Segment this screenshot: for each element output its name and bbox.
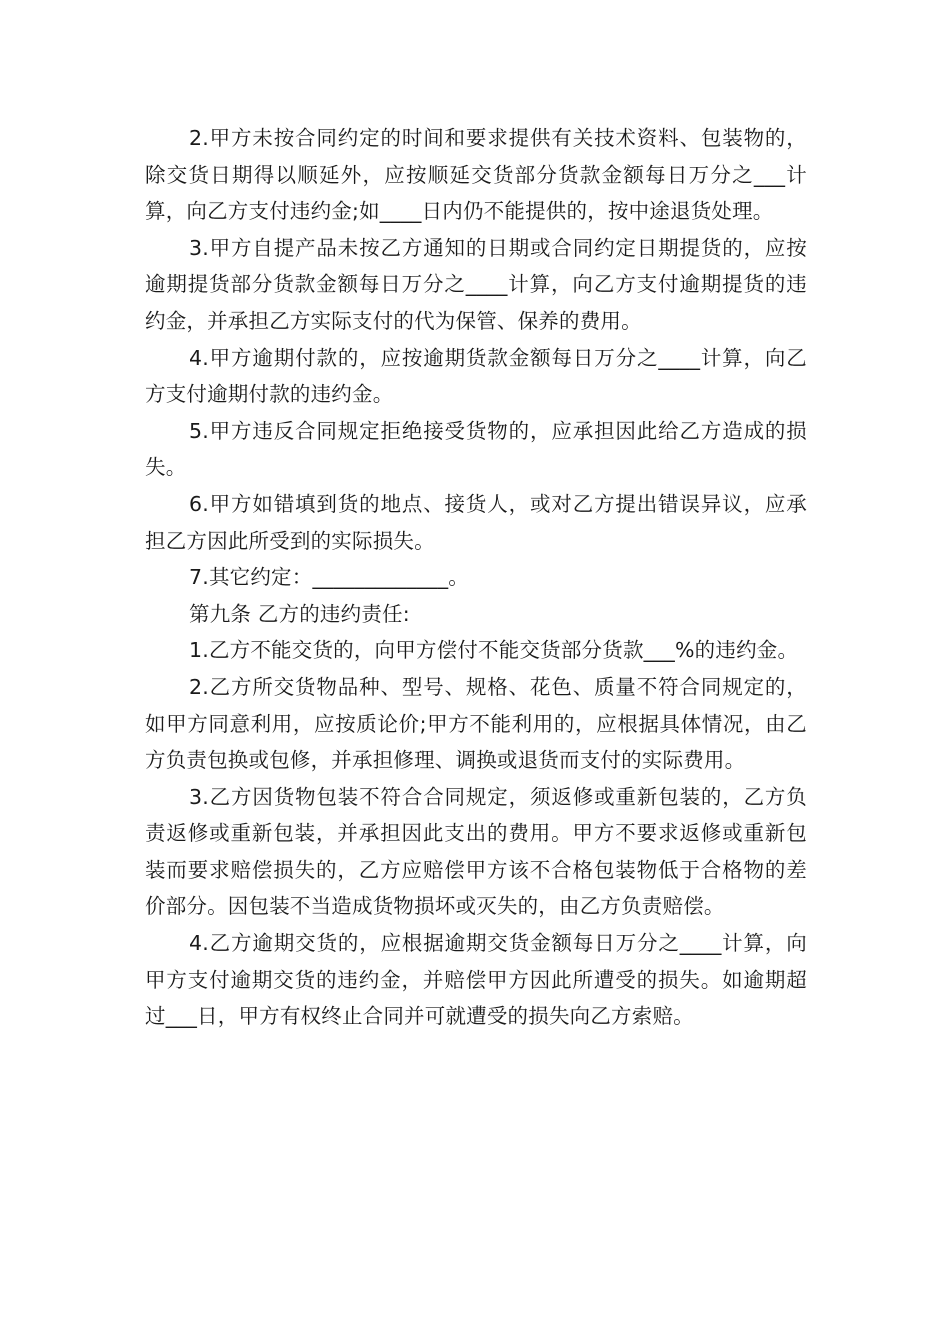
clause-paragraph: 5.甲方违反合同规定拒绝接受货物的，应承担因此给乙方造成的损失。 [145,418,807,480]
clause-paragraph: 4.甲方逾期付款的，应按逾期货款金额每日万分之____计算，向乙方支付逾期付款的违约金。 [145,345,807,407]
clause-paragraph: 4.乙方逾期交货的，应根据逾期交货金额每日万分之____计算，向甲方支付逾期交货的违约金，并赔偿甲方因此所遭受的损失。如逾期超过___日，甲方有权终止合同并可就遭受的损失向乙方索赔。 [145,931,807,1029]
article-heading: 第九条 乙方的违约责任: [189,601,410,626]
clause-paragraph: 3.乙方因货物包装不符合合同规定，须返修或重新包装的，乙方负责返修或重新包装，并承担因此支出的费用。甲方不要求返修或重新包装而要求赔偿损失的，乙方应赔偿甲方该不合格包装物低于合格物的差价部分。因包装不当造成货物损坏或灭失的，由乙方负责赔偿。 [145,784,807,919]
clause-paragraph: 7.其它约定：_____________。 [189,565,470,590]
clause-paragraph: 2.甲方未按合同约定的时间和要求提供有关技术资料、包装物的，除交货日期得以顺延外，应按顺延交货部分货款金额每日万分之___计算，向乙方支付违约金;如____日内仍不能提供的，按中途退货处理。 [145,126,807,224]
clause-paragraph: 3.甲方自提产品未按乙方通知的日期或合同约定日期提货的，应按逾期提货部分货款金额每日万分之____计算，向乙方支付逾期提货的违约金，并承担乙方实际支付的代为保管、保养的费用。 [145,235,807,333]
clause-paragraph: 6.甲方如错填到货的地点、接货人，或对乙方提出错误异议，应承担乙方因此所受到的实际损失。 [145,491,807,553]
clause-paragraph: 2.乙方所交货物品种、型号、规格、花色、质量不符合同规定的，如甲方同意利用，应按质论价;甲方不能利用的，应根据具体情况，由乙方负责包换或包修，并承担修理、调换或退货而支付的实际费用。 [145,674,807,773]
clause-paragraph: 1.乙方不能交货的，向甲方偿付不能交货部分货款___%的违约金。 [189,638,799,663]
document-body [145,120,807,1035]
